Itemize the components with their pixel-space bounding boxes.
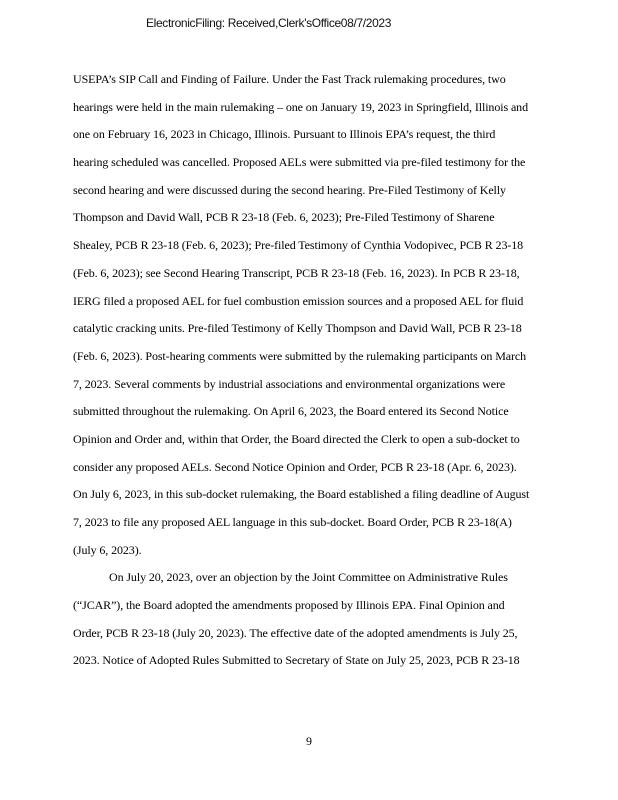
text-line: On July 6, 2023, in this sub-docket rulemaking, the Board established a filing deadline of August (73, 487, 530, 502)
paragraph (73, 564, 543, 675)
filing-stamp: ElectronicFiling: Received,Clerk'sOffice08/7/2023 (146, 16, 392, 30)
text-line: hearings were held in the main rulemaking – one on January 19, 2023 in Springfield, Illinois and (73, 99, 528, 114)
text-line: (“JCAR”), the Board adopted the amendments proposed by Illinois EPA. Final Opinion and (73, 598, 505, 613)
text-line: USEPA’s SIP Call and Finding of Failure. Under the Fast Track rulemaking procedures, two (73, 72, 506, 86)
text-line: (Feb. 6, 2023). Post-hearing comments were submitted by the rulemaking participants on March (73, 348, 527, 363)
page-number: 9 (306, 734, 312, 748)
text-line: On July 20, 2023, over an objection by the Joint Committee on Administrative Rules (109, 570, 508, 585)
text-line: (Feb. 6, 2023); see Second Hearing Transcript, PCB R 23-18 (Feb. 16, 2023). In PCB R 23-18, (73, 265, 520, 280)
text-line: one on February 16, 2023 in Chicago, Illinois. Pursuant to Illinois EPA’s request, the third (73, 127, 496, 142)
text-line: IERG filed a proposed AEL for fuel combustion emission sources and a proposed AEL for fluid (73, 293, 524, 308)
paragraph (73, 66, 543, 564)
text-line: catalytic cracking units. Pre-filed Testimony of Kelly Thompson and David Wall, PCB R 23-18 (73, 321, 522, 336)
text-line: hearing scheduled was cancelled. Proposed AELs were submitted via pre-filed testimony for the (73, 155, 526, 170)
text-line: 2023. Notice of Adopted Rules Submitted to Secretary of State on July 25, 2023, PCB R 23-18 (73, 653, 520, 668)
text-line: Thompson and David Wall, PCB R 23-18 (Feb. 6, 2023); Pre-Filed Testimony of Sharene (73, 210, 495, 225)
text-line: Order, PCB R 23-18 (July 20, 2023). The effective date of the adopted amendments is July 25, (73, 625, 518, 640)
text-line: 7, 2023 to file any proposed AEL language in this sub-docket. Board Order, PCB R 23-18(A) (73, 515, 512, 529)
document-body (73, 66, 543, 675)
text-line: Opinion and Order and, within that Order, the Board directed the Clerk to open a sub-docket to (73, 431, 520, 446)
text-line: consider any proposed AELs. Second Notice Opinion and Order, PCB R 23-18 (Apr. 6, 2023). (73, 459, 517, 474)
text-line: submitted throughout the rulemaking. On April 6, 2023, the Board entered its Second Notice (73, 404, 509, 419)
text-line: (July 6, 2023). (73, 542, 142, 557)
text-line: Shealey, PCB R 23-18 (Feb. 6, 2023); Pre-filed Testimony of Cynthia Vodopivec, PCB R 23-18 (73, 238, 524, 253)
text-line: 7, 2023. Several comments by industrial associations and environmental organizations were (73, 376, 506, 391)
text-line: second hearing and were discussed during the second hearing. Pre-Filed Testimony of Kelly (73, 182, 506, 197)
